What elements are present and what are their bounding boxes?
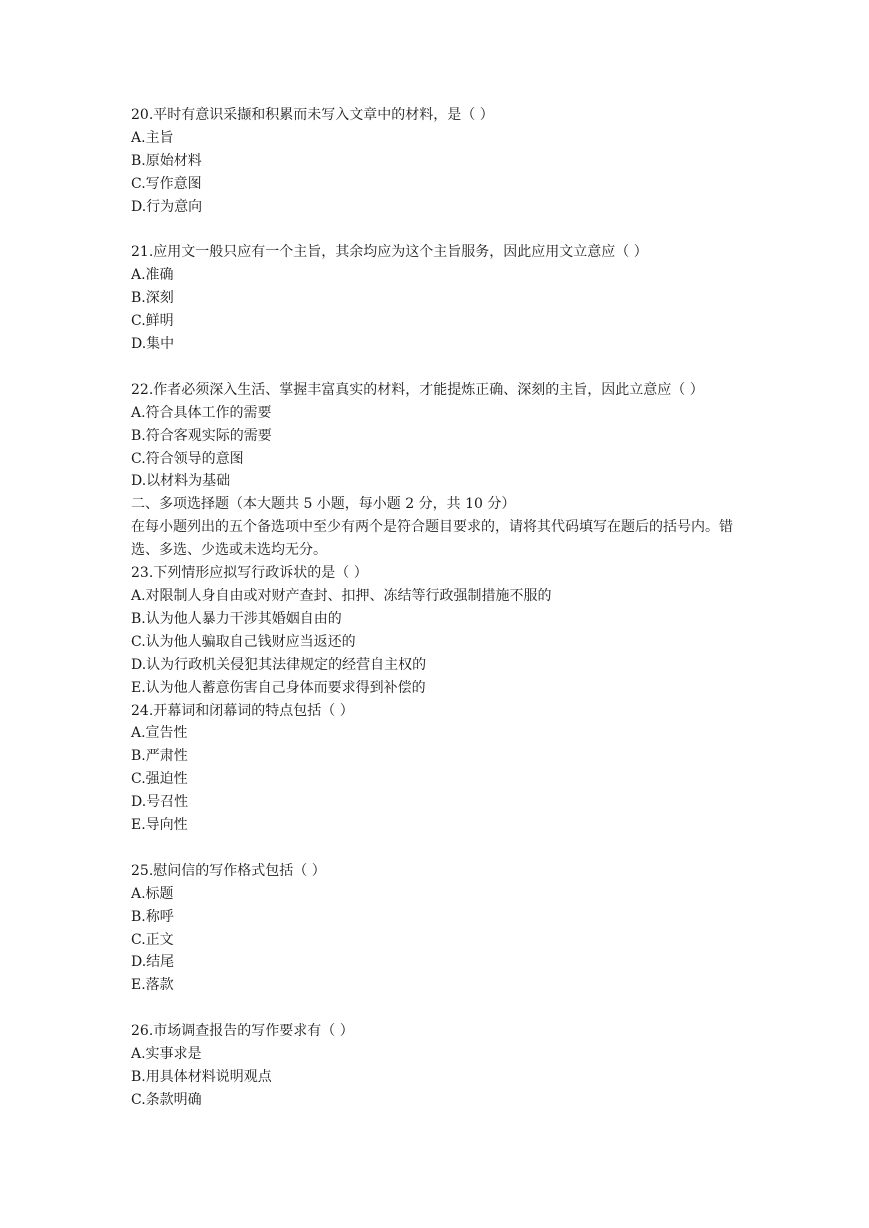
option: E.导向性 [131, 817, 188, 834]
option: D.结尾 [131, 954, 175, 971]
option: D.行为意向 [131, 198, 203, 215]
question-stem: 25.慰问信的写作格式包括（ ） [131, 862, 326, 879]
option: C.鲜明 [131, 313, 174, 330]
option: C.写作意图 [131, 175, 202, 192]
option: C.强迫性 [131, 771, 188, 788]
option: A.对限制人身自由或对财产查封、扣押、冻结等行政强制措施不服的 [131, 588, 552, 604]
option: E.落款 [131, 977, 174, 994]
option: D.集中 [131, 336, 175, 353]
option: C.条款明确 [131, 1091, 202, 1108]
option: B.符合客观实际的需要 [131, 427, 272, 444]
option: A.准确 [131, 267, 174, 284]
option: A.实事求是 [131, 1046, 202, 1063]
option: C.认为他人骗取自己钱财应当返还的 [131, 633, 356, 650]
question-stem: 24.开幕词和闭幕词的特点包括（ ） [131, 702, 354, 719]
option: C.正文 [131, 931, 174, 948]
option: A.主旨 [131, 129, 174, 146]
option: B.认为他人暴力干涉其婚姻自由的 [131, 610, 342, 627]
option: D.以材料为基础 [131, 473, 231, 490]
option: B.严肃性 [131, 748, 188, 765]
spacer [131, 356, 751, 379]
option: D.号召性 [131, 794, 189, 811]
question-stem: 26.市场调查报告的写作要求有（ ） [131, 1023, 354, 1040]
exam-page [131, 104, 751, 1112]
section-instructions: 在每小题列出的五个备选项中至少有两个是符合题目要求的，请将其代码填写在题后的括号内。错选、多选、少选或未选均无分。 [131, 519, 733, 559]
question-stem: 23.下列情形应拟写行政诉状的是（ ） [131, 565, 368, 582]
option: E.认为他人蓄意伤害自己身体而要求得到补偿的 [131, 679, 426, 696]
option: B.原始材料 [131, 152, 202, 169]
option: A.标题 [131, 885, 174, 902]
option: A.宣告性 [131, 725, 188, 742]
question-stem: 20.平时有意识采撷和积累而未写入文章中的材料，是（ ） [131, 107, 494, 123]
option: B.称呼 [131, 908, 174, 925]
option: B.深刻 [131, 290, 174, 307]
section-heading: 二、多项选择题（本大题共 5 小题，每小题 2 分，共 10 分） [131, 496, 516, 513]
spacer [131, 837, 751, 860]
question-stem: 22.作者必须深入生活、掌握丰富真实的材料，才能提炼正确、深刻的主旨，因此立意应（ ） [131, 381, 704, 398]
spacer [131, 997, 751, 1020]
spacer [131, 219, 751, 242]
option: D.认为行政机关侵犯其法律规定的经营自主权的 [131, 656, 427, 673]
option: B.用具体材料说明观点 [131, 1069, 272, 1085]
option: C.符合领导的意图 [131, 450, 244, 467]
option: A.符合具体工作的需要 [131, 404, 272, 421]
question-stem: 21.应用文一般只应有一个主旨，其余均应为这个主旨服务，因此应用文立意应（ ） [131, 244, 648, 261]
